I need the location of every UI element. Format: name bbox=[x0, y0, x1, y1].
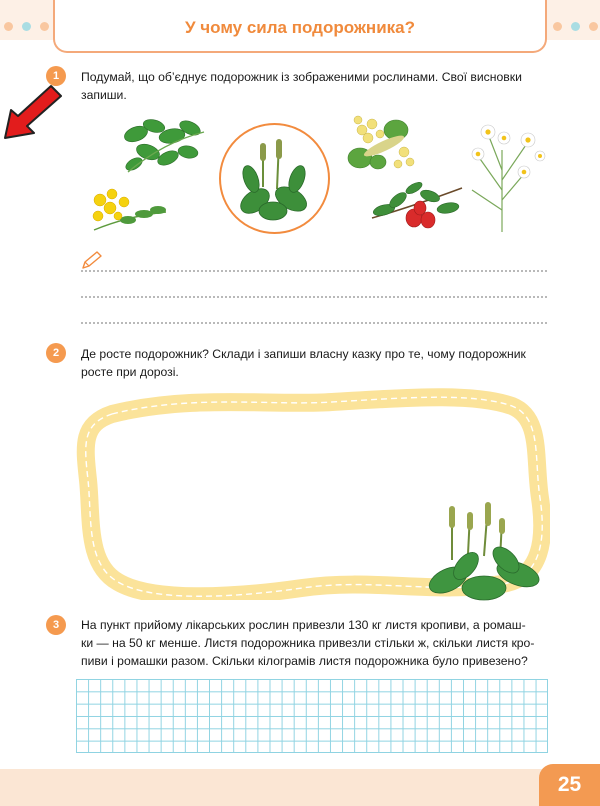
task-3-line-2: ки — на 50 кг менше. Листя подорожника привезли стільки ж, скільки листя кро- bbox=[81, 636, 535, 650]
pencil-icon bbox=[81, 250, 103, 270]
task-2-line-1: Де росте подорожник? Склади і запиши власну казку про те, чому подорожник bbox=[81, 347, 526, 361]
chamomile-icon bbox=[458, 120, 550, 234]
mint-icon bbox=[118, 112, 210, 176]
task-3-number: 3 bbox=[46, 615, 66, 635]
page-number-tab bbox=[539, 764, 600, 806]
writing-line-2[interactable] bbox=[81, 296, 547, 298]
writing-line-3[interactable] bbox=[81, 322, 547, 324]
task-2-line-2: росте при дорозі. bbox=[81, 365, 179, 379]
bottom-band bbox=[0, 769, 600, 806]
linden-icon bbox=[344, 112, 418, 178]
red-arrow-icon bbox=[3, 82, 63, 140]
task-1-line-2: запиши. bbox=[81, 88, 127, 102]
plantain-plant-icon bbox=[428, 500, 546, 604]
task-3-text bbox=[81, 616, 551, 670]
page-title: У чому сила подорожника? bbox=[184, 18, 415, 37]
task-2-text bbox=[81, 345, 551, 381]
task-2-number: 2 bbox=[46, 343, 66, 363]
writing-line-1[interactable] bbox=[81, 270, 547, 272]
title-box bbox=[53, 0, 547, 53]
task-1-number: 1 bbox=[46, 66, 66, 86]
rosehip-icon bbox=[368, 180, 466, 232]
st-johns-wort-icon bbox=[88, 186, 170, 236]
task-1-text bbox=[81, 68, 551, 104]
task-1-line-1: Подумай, що об’єднує подорожник із зображеними рослинами. Свої висновки bbox=[81, 70, 522, 84]
task-3-line-3: пиви і ромашки разом. Скільки кілограмів листя подорожника було привезено? bbox=[81, 654, 528, 668]
page-number: 25 bbox=[557, 773, 582, 796]
answer-grid[interactable] bbox=[76, 679, 548, 753]
task-3-line-1: На пункт прийому лікарських рослин привезли 130 кг листя кропиви, а ромаш- bbox=[81, 618, 526, 632]
plantain-icon bbox=[233, 139, 315, 225]
